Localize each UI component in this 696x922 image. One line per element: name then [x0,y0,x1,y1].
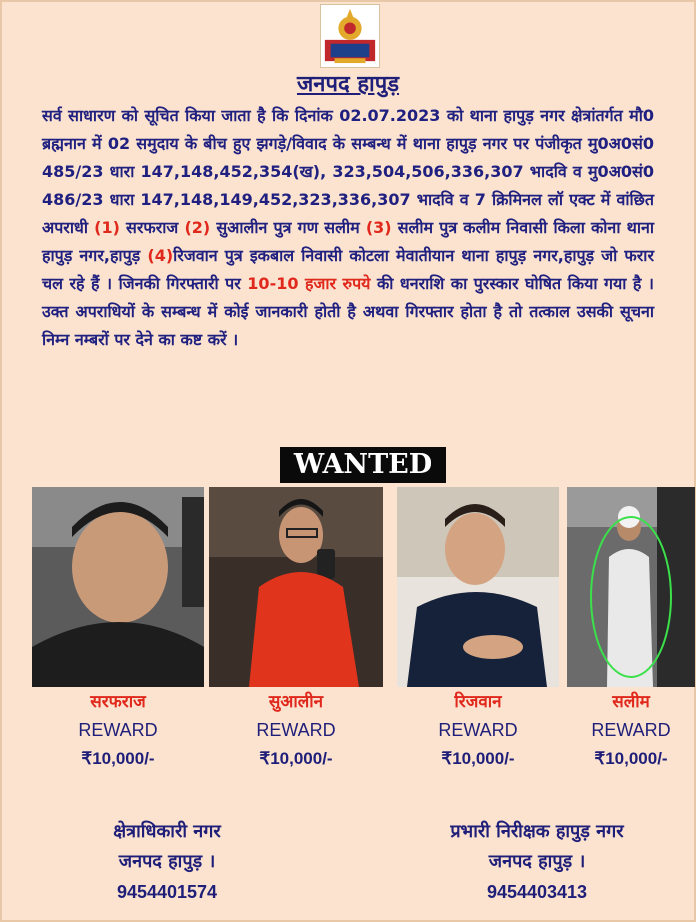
reward-amount: ₹10,000/- [259,749,333,768]
wanted-banner: WANTED [280,447,446,483]
reward-label: REWARD [438,720,518,740]
notice-text [42,102,654,354]
contact-title: क्षेत्राधिकारी नगर [113,821,221,842]
reward-amount: ₹10,000/- [594,749,668,768]
contact-district: जनपद हापुड़ । [488,851,586,872]
contact-title: प्रभारी निरीक्षक हापुड़ नगर [450,821,624,842]
police-emblem-icon [320,4,380,68]
suspect-name: सरफराज [90,692,146,712]
notice-part1: सर्व साधारण को सूचित किया जाता है कि दिनांक 02.07.2023 को थाना हापुड़ नगर क्षेत्रांतर्गत मौ0 ब्रह्मनान में 02 समुदाय के बीच हुए झगड़े/विवाद के सम्बन्ध में थाना हापुड़ नगर पर पंजीकृत मु0अ0सं0 485/23 धारा 147,148,452,354(ख), 323,504,506,336,307 भादवि व मु0अ0सं0 486/23 धारा 147,148,149,452,323,336,307 भादवि व 7 क्रिमिनल लॉ एक्ट में वांछित अपराधी [42,106,654,237]
suspect-name: सलीम [612,692,650,712]
contact-block-2 [402,817,672,907]
contact-phone[interactable]: 9454401574 [116,882,218,902]
reward-label: REWARD [78,720,158,740]
suspect-photo-2 [209,487,383,687]
notice-suspect-4: रिजवान पुत्र इकबाल निवासी कोटला मेवातीयान थाना हापुड़ नगर,हापुड़ जो फरार चल रहे हैं । जिनकी गिरफ्तारी पर [42,246,654,293]
suspect-photo-4 [567,487,695,687]
reward-amount: ₹10,000/- [81,749,155,768]
suspect-name: रिजवान [454,692,502,712]
contact-district: जनपद हापुड़ । [118,851,216,872]
suspect-number-4: (4) [147,246,174,265]
contact-block-1 [42,817,292,907]
suspect-number-2: (2) [184,218,211,237]
contact-phone[interactable]: 9454403413 [486,882,588,902]
district-title: जनपद हापुड़ [296,72,400,97]
notice-part2: की धनराशि का पुरस्कार घोषित किया गया है । उक्त अपराधियों के सम्बन्ध में कोई जानकारी होती है अथवा गिरफ्तार होता है तो तत्काल उसकी सूचना निम्न नम्बरों पर देने का कष्ट करें । [42,274,654,349]
reward-amount: ₹10,000/- [441,749,515,768]
reward-label: REWARD [591,720,671,740]
reward-label: REWARD [256,720,336,740]
notice-suspect-1: सरफराज [119,218,185,237]
notice-suspect-2: सुआलीन पुत्र गण सलीम [210,218,366,237]
notice-suspect-3: सलीम पुत्र कलीम निवासी किला कोना थाना हापुड़ नगर,हापुड़ [42,218,654,265]
suspect-name: सुआलीन [268,692,324,712]
suspect-number-3: (3) [365,218,392,237]
suspect-photo-3 [397,487,559,687]
suspect-photo-1 [32,487,204,687]
suspect-card-3 [397,689,559,773]
suspect-number-1: (1) [94,218,120,237]
suspect-card-1 [32,689,204,773]
reward-highlight: 10-10 हजार रुपये [247,274,371,293]
suspect-card-4 [567,689,695,773]
suspect-card-2 [209,689,383,773]
